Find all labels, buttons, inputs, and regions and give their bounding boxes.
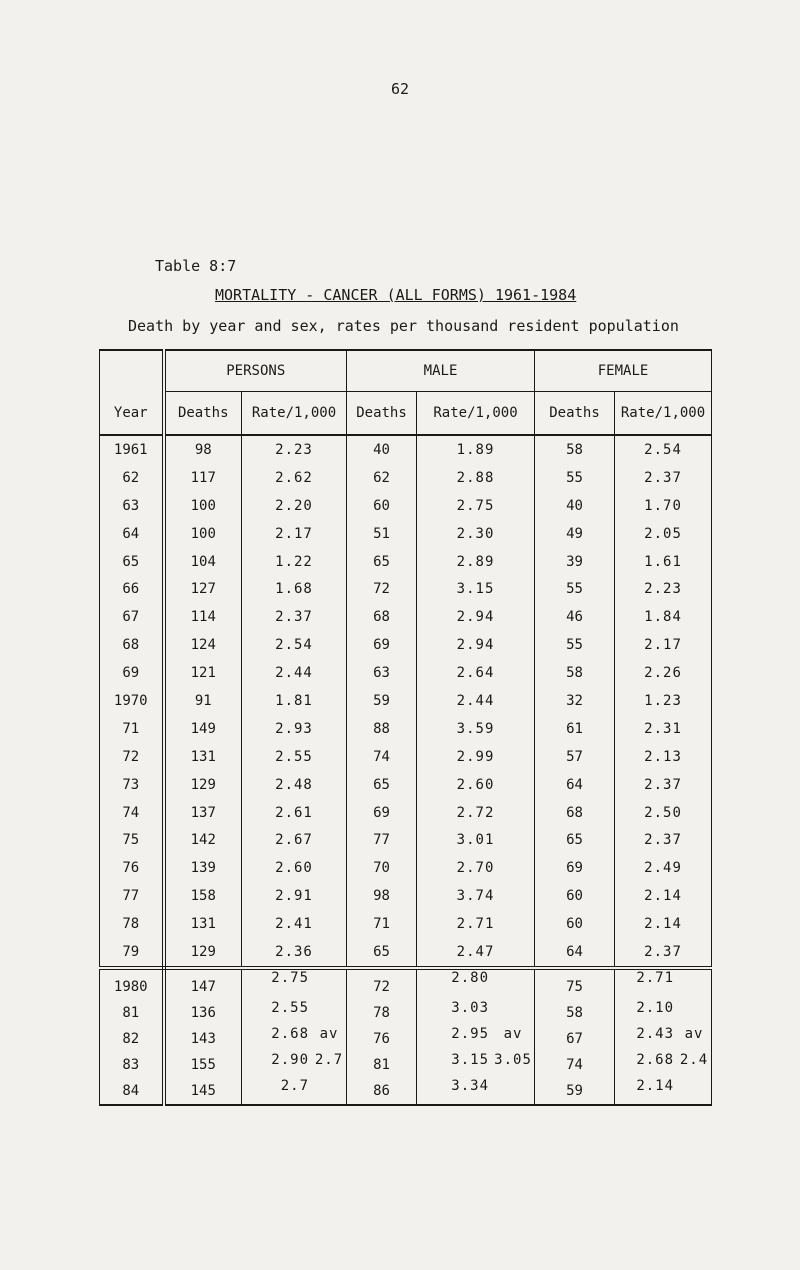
table-row — [100, 826, 712, 854]
year-cell: 82 — [100, 1026, 164, 1052]
male-rate-split — [417, 1026, 534, 1052]
female-deaths-cell: 59 — [535, 1078, 615, 1105]
persons-rate-group-cell — [242, 1078, 347, 1105]
male-rate-cell: 3.03 — [451, 999, 490, 1016]
female-rate-cell: 2.14 — [615, 910, 712, 938]
female-rate-cell: 1.84 — [615, 603, 712, 631]
female-rate-cell: 2.49 — [615, 854, 712, 882]
male-deaths-cell: 68 — [347, 603, 417, 631]
year-cell: 78 — [100, 910, 164, 938]
male-deaths-cell: 98 — [347, 882, 417, 910]
persons-deaths-cell: 131 — [164, 743, 242, 771]
year-cell: 65 — [100, 548, 164, 576]
persons-deaths-cell: 129 — [164, 938, 242, 968]
persons-deaths-cell: 100 — [164, 520, 242, 548]
female-rate-cell: 1.23 — [615, 687, 712, 715]
male-rate-cell: 2.70 — [417, 854, 535, 882]
female-rate-header: Rate/1,000 — [615, 392, 712, 436]
table-row — [100, 1000, 712, 1026]
persons-rate-cell: 1.81 — [242, 687, 347, 715]
year-cell: 1980 — [100, 968, 164, 1000]
female-rate-cell: 2.31 — [615, 715, 712, 743]
male-deaths-cell: 40 — [347, 435, 417, 464]
female-rate-split — [615, 1000, 711, 1026]
year-cell: 83 — [100, 1052, 164, 1078]
female-rate-cell: 2.37 — [615, 938, 712, 968]
female-deaths-cell: 49 — [535, 520, 615, 548]
persons-deaths-cell: 147 — [164, 968, 242, 1000]
male-rate-split — [417, 970, 534, 1000]
persons-rate-cell: 2.55 — [242, 743, 347, 771]
male-rate-cell: 2.99 — [417, 743, 535, 771]
persons-rate-group-cell — [242, 968, 347, 1000]
persons-deaths-cell: 136 — [164, 1000, 242, 1026]
female-deaths-cell: 75 — [535, 968, 615, 1000]
male-deaths-cell: 88 — [347, 715, 417, 743]
table-row — [100, 548, 712, 576]
persons-deaths-cell: 104 — [164, 548, 242, 576]
male-rate-header: Rate/1,000 — [417, 392, 535, 436]
persons-deaths-cell: 158 — [164, 882, 242, 910]
female-deaths-cell: 64 — [535, 938, 615, 968]
table-row — [100, 715, 712, 743]
table-row — [100, 968, 712, 1000]
persons-rate-cell: 2.60 — [242, 854, 347, 882]
table-row — [100, 659, 712, 687]
male-rate-group-cell — [417, 1000, 535, 1026]
year-cell: 66 — [100, 575, 164, 603]
persons-average-cell — [312, 1000, 346, 1026]
male-rate-split — [417, 1052, 534, 1078]
persons-average-cell — [312, 1078, 346, 1104]
table-row — [100, 603, 712, 631]
male-rate-group-cell — [417, 968, 535, 1000]
female-rate-cell: 2.26 — [615, 659, 712, 687]
male-deaths-cell: 77 — [347, 826, 417, 854]
year-cell: 63 — [100, 492, 164, 520]
female-rate-cell: 2.23 — [615, 575, 712, 603]
male-deaths-cell: 74 — [347, 743, 417, 771]
persons-deaths-cell: 131 — [164, 910, 242, 938]
male-rate-cell: 3.59 — [417, 715, 535, 743]
female-rate-cell: 1.61 — [615, 548, 712, 576]
male-deaths-cell: 63 — [347, 659, 417, 687]
male-deaths-header: Deaths — [347, 392, 417, 436]
female-deaths-cell: 68 — [535, 799, 615, 827]
female-deaths-cell: 58 — [535, 659, 615, 687]
persons-deaths-cell: 91 — [164, 687, 242, 715]
female-rate-split — [615, 1078, 711, 1104]
female-deaths-cell: 58 — [535, 435, 615, 464]
male-rate-cell: 2.71 — [417, 910, 535, 938]
male-deaths-cell: 76 — [347, 1026, 417, 1052]
female-rate-cell: 2.50 — [615, 799, 712, 827]
male-rate-cell: 3.01 — [417, 826, 535, 854]
male-deaths-cell: 65 — [347, 938, 417, 968]
male-average-cell — [492, 1078, 534, 1104]
persons-rate-cell: 2.20 — [242, 492, 347, 520]
table-row — [100, 771, 712, 799]
year-cell: 62 — [100, 464, 164, 492]
female-rate-split — [615, 1026, 711, 1052]
female-deaths-cell: 74 — [535, 1052, 615, 1078]
male-deaths-cell: 51 — [347, 520, 417, 548]
table-row — [100, 631, 712, 659]
persons-deaths-cell: 149 — [164, 715, 242, 743]
male-rate-cell: 2.64 — [417, 659, 535, 687]
female-rate-cell: 2.10 — [636, 999, 675, 1016]
persons-deaths-cell: 129 — [164, 771, 242, 799]
persons-deaths-cell: 121 — [164, 659, 242, 687]
male-rate-cell: 3.34 — [451, 1077, 490, 1094]
female-deaths-cell: 46 — [535, 603, 615, 631]
persons-rate-cell: 2.93 — [242, 715, 347, 743]
male-rate-cell: 2.72 — [417, 799, 535, 827]
female-header: FEMALE — [535, 350, 712, 392]
male-rate-cell: 1.89 — [417, 435, 535, 464]
persons-deaths-cell: 117 — [164, 464, 242, 492]
persons-rate-cell: 2.61 — [242, 799, 347, 827]
persons-rate-group-cell — [242, 1000, 347, 1026]
persons-rate-split — [242, 1026, 346, 1052]
persons-rate-split — [242, 1078, 346, 1104]
female-deaths-cell: 55 — [535, 575, 615, 603]
male-rate-cell: 2.30 — [417, 520, 535, 548]
female-rate-cell: 2.68 — [636, 1051, 675, 1068]
female-deaths-cell: 57 — [535, 743, 615, 771]
female-rate-cell: 2.37 — [615, 771, 712, 799]
persons-average-cell: 2.7 — [314, 1051, 344, 1068]
male-rate-cell: 2.89 — [417, 548, 535, 576]
male-rate-cell: 2.94 — [417, 631, 535, 659]
female-deaths-cell: 61 — [535, 715, 615, 743]
persons-deaths-cell: 155 — [164, 1052, 242, 1078]
female-deaths-cell: 55 — [535, 631, 615, 659]
male-deaths-cell: 70 — [347, 854, 417, 882]
male-rate-split — [417, 1078, 534, 1104]
table-row — [100, 743, 712, 771]
year-cell: 74 — [100, 799, 164, 827]
female-deaths-cell: 32 — [535, 687, 615, 715]
female-rate-cell: 2.54 — [615, 435, 712, 464]
male-average-cell — [492, 970, 534, 1000]
male-deaths-cell: 69 — [347, 631, 417, 659]
female-rate-split — [615, 970, 711, 1000]
male-deaths-cell: 69 — [347, 799, 417, 827]
male-rate-cell: 2.80 — [451, 969, 490, 986]
male-deaths-cell: 71 — [347, 910, 417, 938]
female-deaths-cell: 58 — [535, 1000, 615, 1026]
female-average-cell: av — [684, 1025, 704, 1042]
persons-rate-cell: 2.37 — [242, 603, 347, 631]
persons-rate-group-cell — [242, 1026, 347, 1052]
year-cell: 79 — [100, 938, 164, 968]
persons-rate-cell: 1.22 — [242, 548, 347, 576]
persons-deaths-cell: 139 — [164, 854, 242, 882]
year-header: Year — [100, 392, 164, 436]
male-rate-cell: 2.95 — [451, 1025, 490, 1042]
persons-deaths-cell: 98 — [164, 435, 242, 464]
female-rate-cell: 2.43 — [636, 1025, 675, 1042]
female-rate-group-cell — [615, 968, 712, 1000]
persons-deaths-cell: 137 — [164, 799, 242, 827]
female-rate-group-cell — [615, 1078, 712, 1105]
persons-rate-cell: 2.48 — [242, 771, 347, 799]
table-row — [100, 799, 712, 827]
persons-rate-header: Rate/1,000 — [242, 392, 347, 436]
persons-rate-cell: 2.90 — [271, 1051, 310, 1068]
year-cell: 1961 — [100, 435, 164, 464]
male-rate-cell: 3.15 — [417, 575, 535, 603]
persons-deaths-cell: 127 — [164, 575, 242, 603]
persons-average-cell: av — [319, 1025, 339, 1042]
female-deaths-cell: 40 — [535, 492, 615, 520]
female-deaths-cell: 60 — [535, 882, 615, 910]
year-cell: 84 — [100, 1078, 164, 1105]
persons-deaths-header: Deaths — [164, 392, 242, 436]
persons-rate-cell: 2.54 — [242, 631, 347, 659]
female-average-cell — [677, 1078, 711, 1104]
persons-rate-cell: 2.44 — [242, 659, 347, 687]
persons-rate-cell: 2.41 — [242, 910, 347, 938]
male-rate-cell: 3.74 — [417, 882, 535, 910]
female-rate-group-cell — [615, 1026, 712, 1052]
table-row — [100, 520, 712, 548]
table-row — [100, 687, 712, 715]
male-deaths-cell: 59 — [347, 687, 417, 715]
female-rate-cell: 2.71 — [636, 969, 675, 986]
female-deaths-cell: 65 — [535, 826, 615, 854]
persons-deaths-cell: 124 — [164, 631, 242, 659]
year-cell: 76 — [100, 854, 164, 882]
year-cell: 64 — [100, 520, 164, 548]
persons-rate-cell: 2.17 — [242, 520, 347, 548]
male-rate-group-cell — [417, 1026, 535, 1052]
female-rate-group-cell — [615, 1000, 712, 1026]
table-subtitle: Death by year and sex, rates per thousand resident population — [128, 317, 679, 335]
table-label: Table 8:7 — [155, 257, 237, 275]
male-average-cell: av — [503, 1025, 523, 1042]
page-number: 62 — [390, 80, 410, 98]
male-deaths-cell: 72 — [347, 968, 417, 1000]
female-rate-cell: 2.14 — [636, 1077, 675, 1094]
male-rate-cell: 3.15 — [451, 1051, 490, 1068]
persons-rate-split — [242, 970, 346, 1000]
table-title: MORTALITY - CANCER (ALL FORMS) 1961-1984 — [215, 286, 577, 304]
male-rate-cell: 2.44 — [417, 687, 535, 715]
male-deaths-cell: 65 — [347, 548, 417, 576]
persons-header: PERSONS — [164, 350, 347, 392]
female-rate-split — [615, 1052, 711, 1078]
persons-rate-cell: 2.55 — [271, 999, 310, 1016]
female-deaths-cell: 55 — [535, 464, 615, 492]
male-rate-group-cell — [417, 1052, 535, 1078]
male-deaths-cell: 78 — [347, 1000, 417, 1026]
female-deaths-cell: 69 — [535, 854, 615, 882]
year-cell: 81 — [100, 1000, 164, 1026]
female-rate-group-cell — [615, 1052, 712, 1078]
persons-rate-cell: 2.91 — [242, 882, 347, 910]
persons-rate-split — [242, 1052, 346, 1078]
persons-deaths-cell: 100 — [164, 492, 242, 520]
persons-rate-group-cell — [242, 1052, 347, 1078]
year-cell: 67 — [100, 603, 164, 631]
persons-rate-cell: 2.75 — [271, 969, 310, 986]
persons-average-cell — [312, 970, 346, 1000]
year-header-top — [100, 350, 164, 392]
male-deaths-cell: 72 — [347, 575, 417, 603]
female-deaths-cell: 67 — [535, 1026, 615, 1052]
female-rate-cell: 2.37 — [615, 464, 712, 492]
male-deaths-cell: 81 — [347, 1052, 417, 1078]
persons-deaths-cell: 114 — [164, 603, 242, 631]
female-average-cell — [677, 970, 711, 1000]
female-deaths-cell: 39 — [535, 548, 615, 576]
persons-rate-cell: 2.7 — [280, 1077, 310, 1094]
persons-rate-cell: 2.62 — [242, 464, 347, 492]
female-rate-cell: 2.05 — [615, 520, 712, 548]
male-header: MALE — [347, 350, 535, 392]
male-deaths-cell: 86 — [347, 1078, 417, 1105]
persons-rate-cell: 2.23 — [242, 435, 347, 464]
female-rate-cell: 2.37 — [615, 826, 712, 854]
male-rate-cell: 2.75 — [417, 492, 535, 520]
table-row — [100, 464, 712, 492]
table-row — [100, 1052, 712, 1078]
year-cell: 68 — [100, 631, 164, 659]
persons-rate-cell: 2.68 — [271, 1025, 310, 1042]
year-cell: 73 — [100, 771, 164, 799]
female-average-cell: 2.4 — [679, 1051, 709, 1068]
male-rate-cell: 2.47 — [417, 938, 535, 968]
year-cell: 75 — [100, 826, 164, 854]
table-row — [100, 854, 712, 882]
persons-rate-cell: 2.67 — [242, 826, 347, 854]
table-row — [100, 938, 712, 968]
table-body-1980-1984 — [100, 968, 712, 1105]
female-rate-cell: 1.70 — [615, 492, 712, 520]
year-cell: 77 — [100, 882, 164, 910]
female-rate-cell: 2.13 — [615, 743, 712, 771]
table-row — [100, 1026, 712, 1052]
persons-rate-split — [242, 1000, 346, 1026]
persons-rate-cell: 2.36 — [242, 938, 347, 968]
persons-deaths-cell: 145 — [164, 1078, 242, 1105]
table-body-1961-1979 — [100, 435, 712, 968]
table-row — [100, 910, 712, 938]
male-rate-group-cell — [417, 1078, 535, 1105]
female-deaths-cell: 64 — [535, 771, 615, 799]
year-cell: 1970 — [100, 687, 164, 715]
year-cell: 69 — [100, 659, 164, 687]
male-rate-cell: 2.94 — [417, 603, 535, 631]
table-row — [100, 435, 712, 464]
male-rate-cell: 2.60 — [417, 771, 535, 799]
table-row — [100, 492, 712, 520]
male-deaths-cell: 60 — [347, 492, 417, 520]
mortality-table — [99, 349, 712, 1106]
persons-rate-cell: 1.68 — [242, 575, 347, 603]
female-rate-cell: 2.14 — [615, 882, 712, 910]
male-deaths-cell: 65 — [347, 771, 417, 799]
year-cell: 72 — [100, 743, 164, 771]
year-cell: 71 — [100, 715, 164, 743]
female-rate-cell: 2.17 — [615, 631, 712, 659]
female-deaths-cell: 60 — [535, 910, 615, 938]
male-deaths-cell: 62 — [347, 464, 417, 492]
male-rate-cell: 2.88 — [417, 464, 535, 492]
male-average-cell — [492, 1000, 534, 1026]
male-average-cell: 3.05 — [494, 1051, 532, 1068]
persons-deaths-cell: 142 — [164, 826, 242, 854]
female-deaths-header: Deaths — [535, 392, 615, 436]
persons-deaths-cell: 143 — [164, 1026, 242, 1052]
table-row — [100, 1078, 712, 1105]
female-average-cell — [677, 1000, 711, 1026]
male-rate-split — [417, 1000, 534, 1026]
table-row — [100, 882, 712, 910]
table-row — [100, 575, 712, 603]
